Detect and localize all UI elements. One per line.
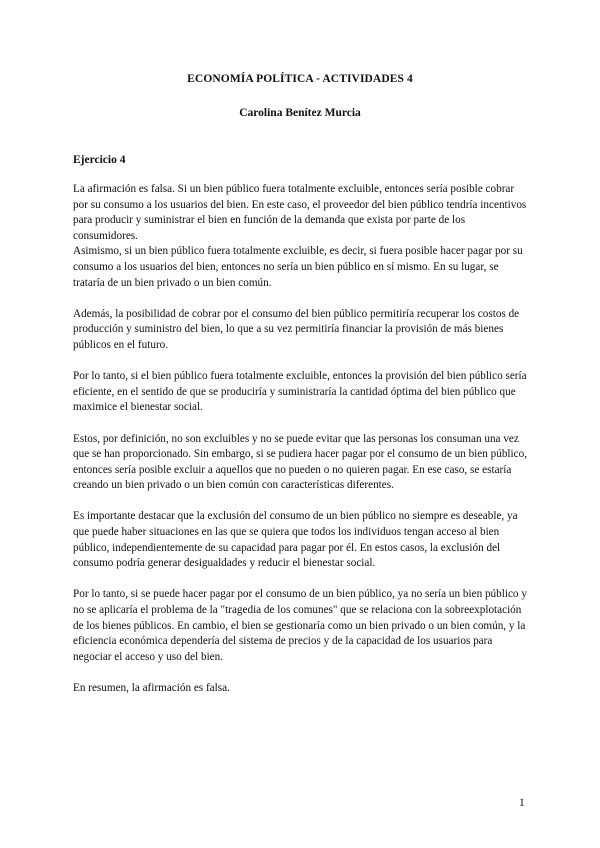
paragraph: Por lo tanto, si se puede hacer pagar por el consumo de un bien público, ya no sería un bien público y no se aplicaría el problema de la "tragedia de los comunes" que se relaciona con la sobreexplotación de los bienes públicos. En cambio, el bien se gestionaría como un bien privado o un bien común, y la eficiencia económica dependería del sistema de precios y de la capacidad de los usuarios para negociar el acceso y uso del bien. [73, 588, 527, 663]
document-body [73, 182, 531, 712]
page-number: 1 [519, 797, 525, 809]
exercise-heading: Ejercicio 4 [73, 154, 126, 166]
paragraph: En resumen, la afirmación es falsa. [73, 682, 230, 694]
paragraph: Estos, por definición, no son excluibles y no se puede evitar que las personas los consuman una vez que se han proporcionado. Sin embargo, si se pudiera hacer pagar por el consumo de un bien público, entonces sería posible excluir a aquellos que no pueden o no quieren pagar. En ese caso, se estaría creando un bien privado o un bien común con características diferentes. [73, 432, 528, 492]
paragraph: Por lo tanto, si el bien público fuera totalmente excluible, entonces la provisión del bien público sería eficiente, en el sentido de que se produciría y suministraría la cantidad óptima del bien público que maximice el bienestar social. [73, 370, 527, 414]
document-title: ECONOMÍA POLÍTICA - ACTIVIDADES 4 [187, 73, 413, 85]
author-name: Carolina Benítez Murcia [239, 107, 361, 119]
paragraph: La afirmación es falsa. Si un bien público fuera totalmente excluible, entonces sería posible cobrar por su consumo a los usuarios del bien. En este caso, el proveedor del bien público tendría incentivos para producir y suministrar el bien en función de la demanda que exista por parte de los consumidores. [73, 183, 527, 242]
paragraph: Es importante destacar que la exclusión del consumo de un bien público no siempre es deseable, ya que puede haber situaciones en las que se quiera que todos los individuos tengan acceso al bien público, independientemente de su capacidad para pagar por él. En estos casos, la exclusión del consumo podría generar desigualdades y reducir el bienestar social. [73, 510, 518, 570]
paragraph: Además, la posibilidad de cobrar por el consumo del bien público permitiría recuperar los costos de producción y suministro del bien, lo que a su vez permitiría financiar la provisión de más bienes públicos en el futuro. [73, 307, 520, 351]
paragraph: Asimismo, si un bien público fuera totalmente excluible, es decir, si fuera posible hacer pagar por su consumo a los usuarios del bien, entonces no sería un bien público en sí mismo. En su lugar, se trataría de un bien privado o un bien común. [73, 245, 523, 289]
